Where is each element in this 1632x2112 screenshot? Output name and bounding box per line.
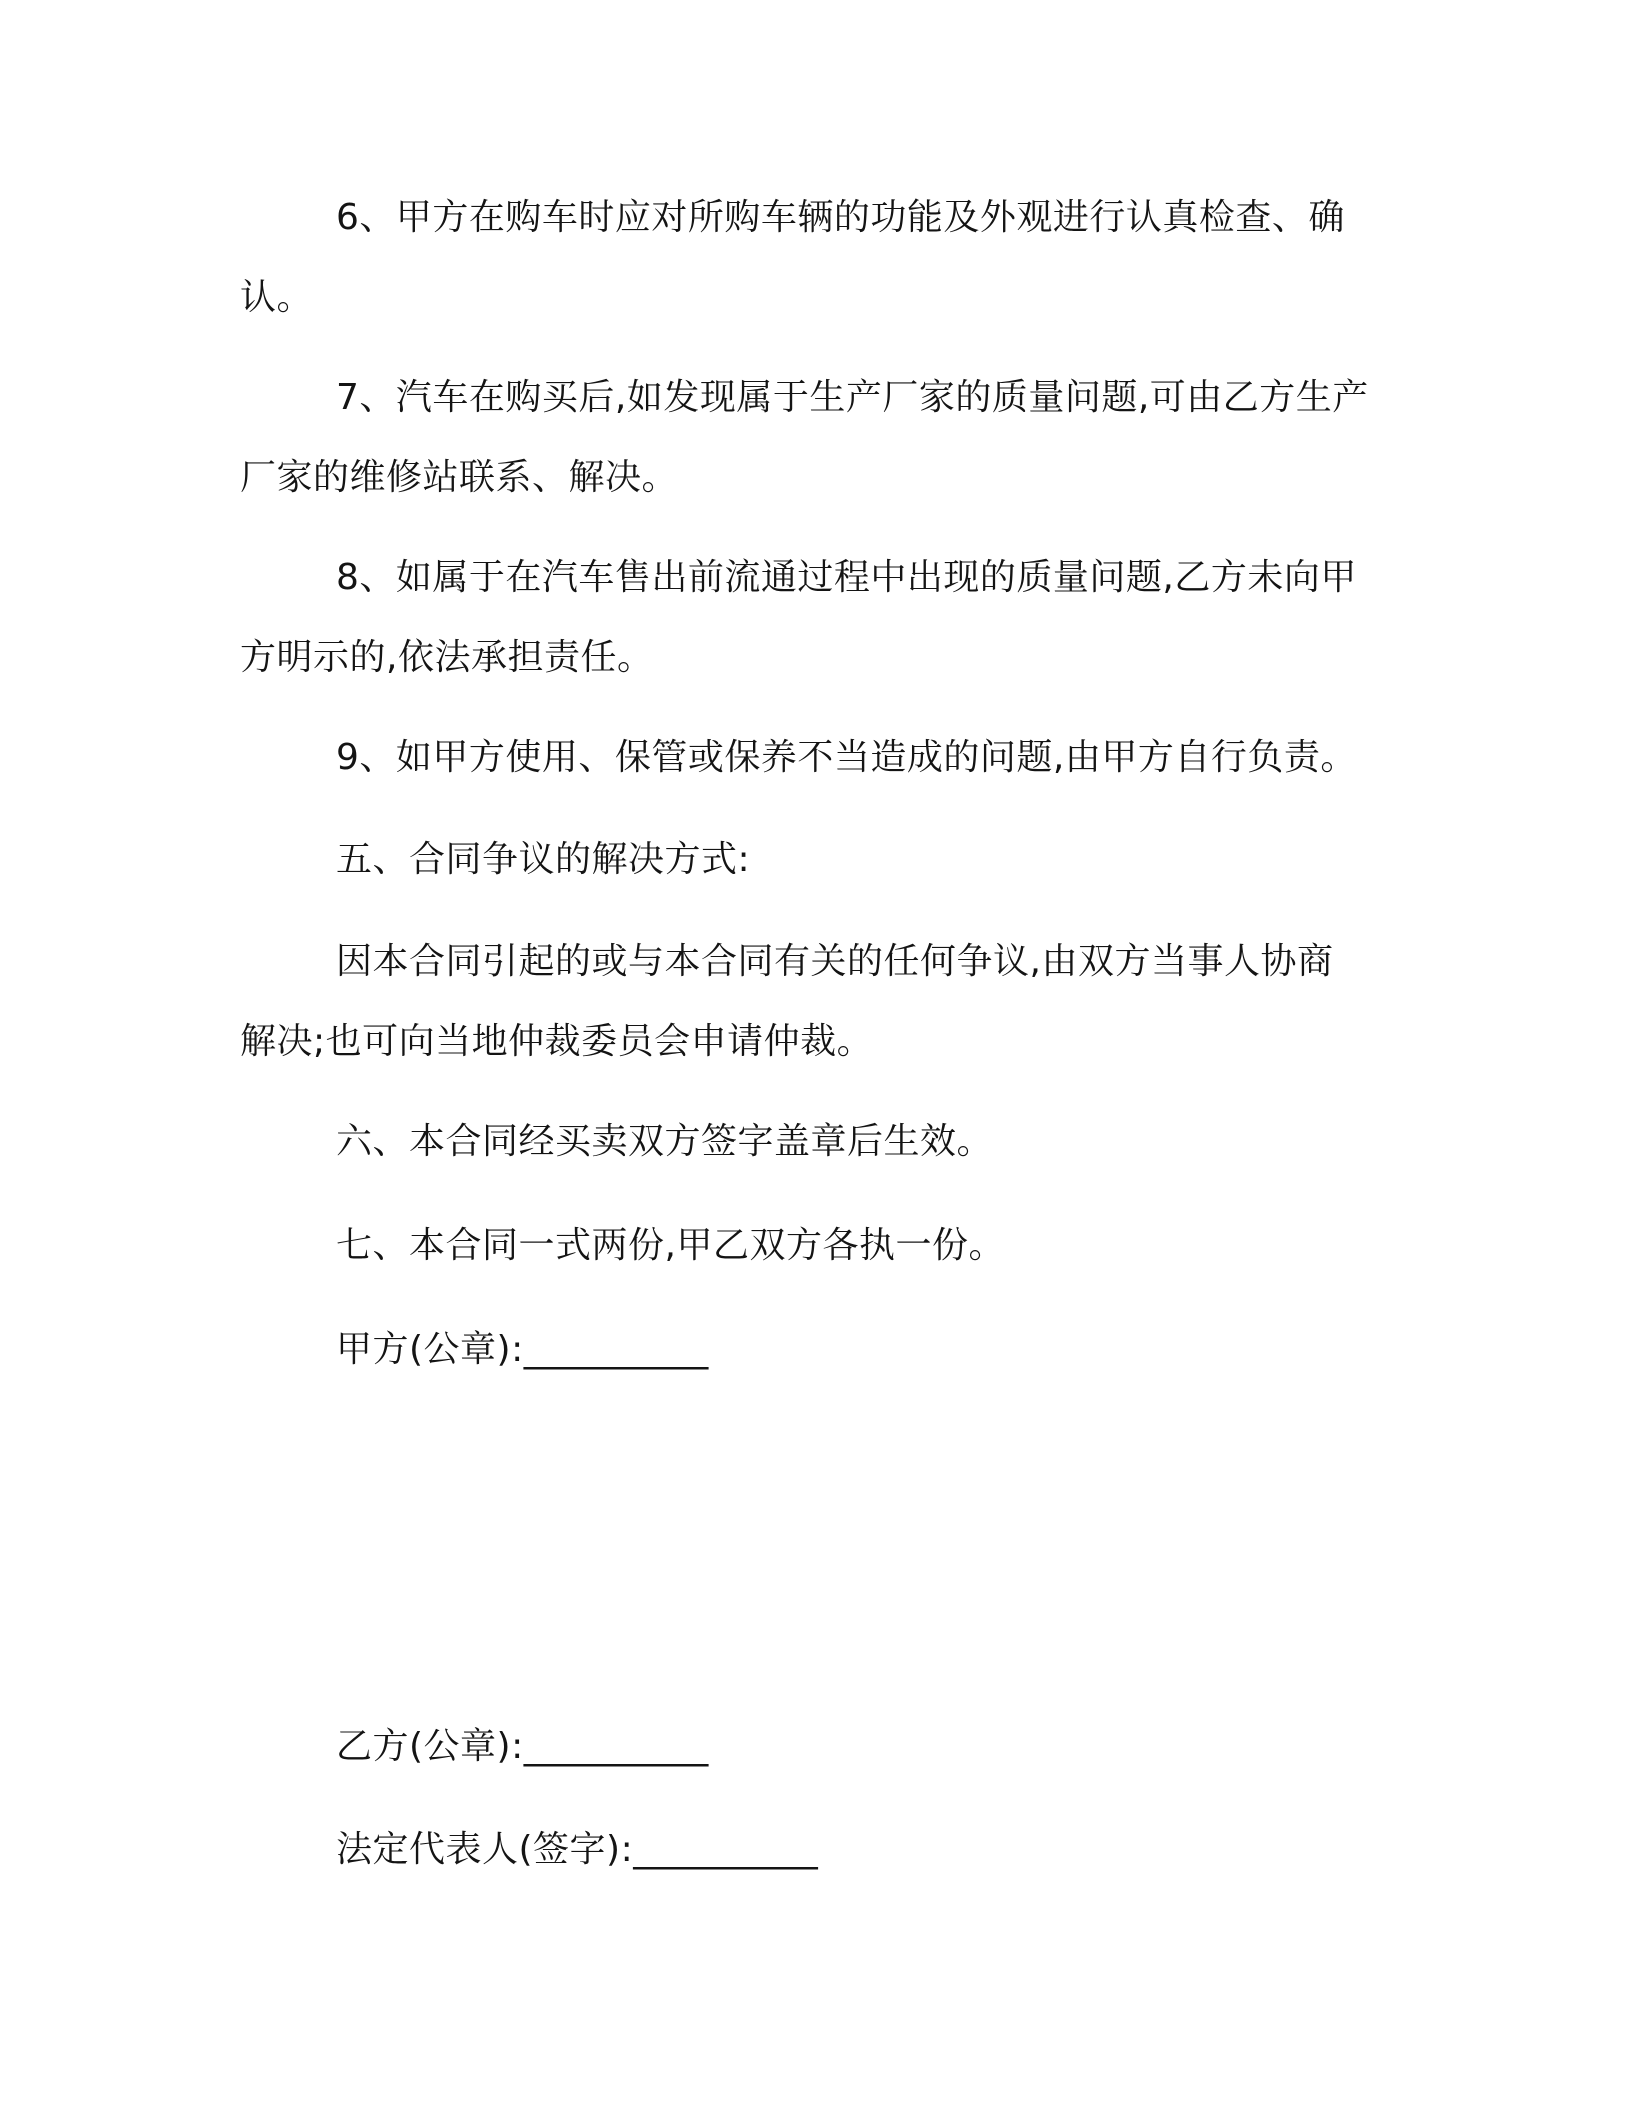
clause-7-line-1: 7、汽车在购买后,如发现属于生产厂家的质量问题,可由乙方生产	[336, 377, 1369, 418]
clause-6-line-1: 6、甲方在购车时应对所购车辆的功能及外观进行认真检查、确	[336, 197, 1345, 238]
section-5-heading-text: 五、合同争议的解决方式:	[336, 839, 751, 880]
clause-7-line-2: 厂家的维修站联系、解决。	[240, 457, 679, 498]
section-5-heading	[240, 820, 1380, 900]
clause-6	[240, 178, 1380, 338]
clause-9-line-1: 9、如甲方使用、保管或保养不当造成的问题,由甲方自行负责。	[336, 737, 1357, 778]
clause-6-line-2: 认。	[240, 277, 314, 318]
clause-8-line-2: 方明示的,依法承担责任。	[240, 637, 654, 678]
section-6-text: 六、本合同经买卖双方签字盖章后生效。	[336, 1121, 994, 1162]
clause-7	[240, 358, 1380, 518]
section-5-body	[240, 922, 1380, 1082]
clause-9	[240, 718, 1380, 798]
clause-8	[240, 538, 1380, 698]
section-7-text: 七、本合同一式两份,甲乙双方各执一份。	[336, 1225, 1005, 1266]
legal-representative-signature-line: 法定代表人(签字):__________	[336, 1829, 819, 1870]
section-5-body-line-1: 因本合同引起的或与本合同有关的任何争议,由双方当事人协商	[336, 941, 1334, 982]
section-6	[240, 1102, 1380, 1182]
clause-8-line-1: 8、如属于在汽车售出前流通过程中出现的质量问题,乙方未向甲	[336, 557, 1357, 598]
section-7	[240, 1206, 1380, 1286]
party-a-seal-line: 甲方(公章):__________	[336, 1329, 709, 1370]
party-b-seal-line: 乙方(公章):__________	[336, 1726, 709, 1767]
section-5-body-line-2: 解决;也可向当地仲裁委员会申请仲裁。	[240, 1021, 874, 1062]
